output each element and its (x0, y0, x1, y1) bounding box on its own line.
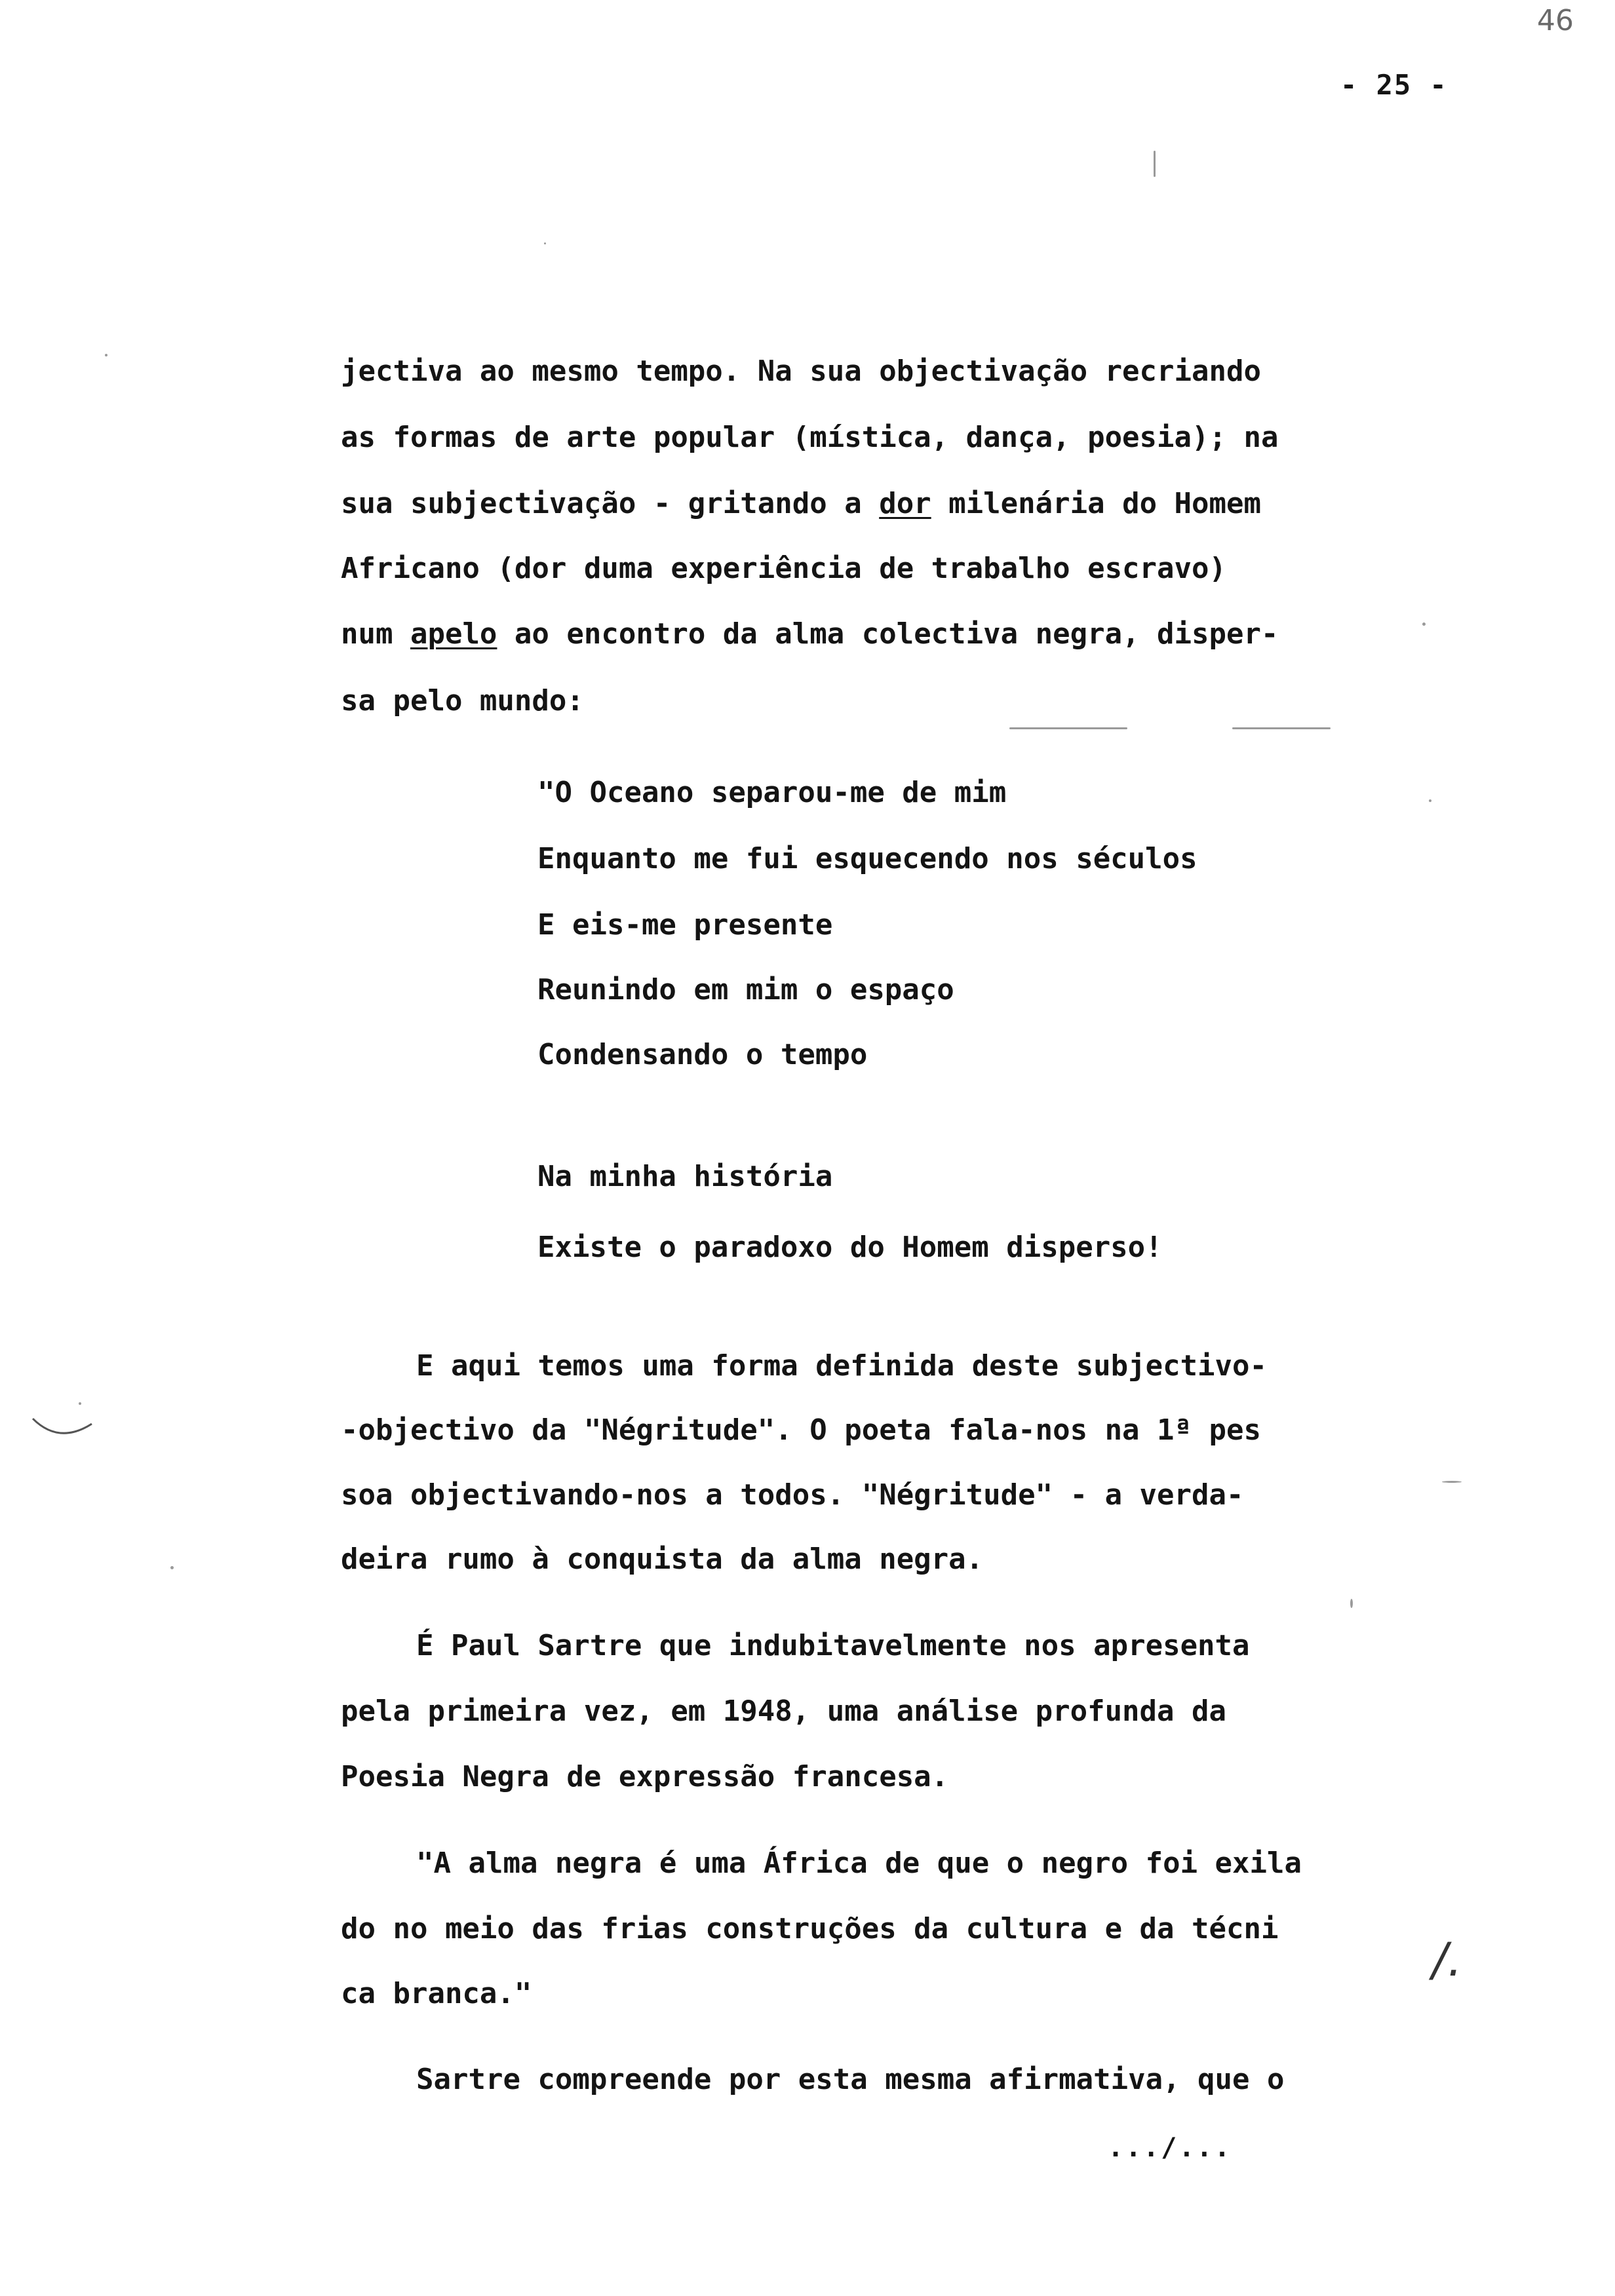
quote-line-1: "A alma negra é uma África de que o negro foi exila (416, 1846, 1302, 1880)
scan-speck (1009, 727, 1127, 729)
poem-line: "O Oceano separou-me de mim (537, 776, 1007, 809)
text-segment: ao encontro da alma colectiva negra, disper- (497, 617, 1279, 651)
page-number: - 25 - (1340, 69, 1448, 101)
paragraph-3-line-1: É Paul Sartre que indubitavelmente nos apresenta (416, 1629, 1250, 1662)
scan-speck (1422, 622, 1426, 626)
paragraph-2-line-2: -objectivo da "Négritude". O poeta fala-nos na 1ª pes (341, 1413, 1261, 1447)
scan-speck (170, 1566, 174, 1569)
text-segment: num (341, 617, 410, 651)
archive-folio-number: 46 (1537, 4, 1574, 37)
text-segment: milenária do Homem (931, 487, 1262, 520)
paragraph-4-line-1: Sartre compreende por esta mesma afirmativa, que o (416, 2063, 1285, 2096)
scan-speck (1154, 151, 1156, 177)
underlined-word-apelo: apelo (410, 617, 497, 651)
scan-speck (1232, 727, 1331, 729)
scan-speck (79, 1402, 81, 1405)
scan-speck (544, 242, 546, 244)
poem-line: E eis-me presente (537, 908, 833, 942)
poem-line: Existe o paradoxo do Homem disperso! (537, 1231, 1163, 1264)
poem-line: Reunindo em mim o espaço (537, 973, 954, 1006)
quote-line-2: do no meio das frias construções da cultura e da técni (341, 1912, 1279, 1945)
quote-line-3: ca branca." (341, 1977, 532, 2010)
paragraph-3-line-2: pela primeira vez, em 1948, uma análise profunda da (341, 1694, 1227, 1728)
paragraph-1-line-6: sa pelo mundo: (341, 684, 584, 718)
paragraph-3-line-3: Poesia Negra de expressão francesa. (341, 1760, 949, 1793)
paragraph-1-line-3 (341, 489, 1261, 518)
paragraph-1-line-1: jectiva ao mesmo tempo. Na sua objectivação recriando (341, 354, 1261, 388)
poem-line: Enquanto me fui esquecendo nos séculos (537, 842, 1197, 875)
paragraph-2-line-3: soa objectivando-nos a todos. "Négritude" - a verda- (341, 1478, 1244, 1512)
scan-speck (1429, 799, 1431, 802)
margin-annotation: /. (1432, 1933, 1462, 1987)
text-segment: ... (1108, 2133, 1161, 2163)
paragraph-1-line-4: Africano (dor duma experiência de trabalho escravo) (341, 552, 1227, 585)
scan-speck (1350, 1599, 1353, 1608)
scan-speck (1442, 1481, 1462, 1483)
text-segment: sua subjectivação - gritando a (341, 487, 880, 520)
text-segment: ... (1178, 2133, 1232, 2163)
poem-line: Condensando o tempo (537, 1038, 868, 1071)
paragraph-1-line-5 (341, 617, 1279, 651)
scan-speck (105, 354, 107, 356)
margin-bracket-mark (26, 1406, 98, 1445)
poem-line: Na minha história (537, 1160, 833, 1193)
paragraph-1-line-2: as formas de arte popular (mística, dança, poesia); na (341, 421, 1279, 454)
underlined-word-dor: dor (879, 487, 931, 520)
continuation-marker: .../... (1108, 2133, 1232, 2163)
paragraph-2-line-4: deira rumo à conquista da alma negra. (341, 1542, 984, 1576)
paragraph-2-line-1: E aqui temos uma forma definida deste subjectivo- (416, 1349, 1268, 1383)
